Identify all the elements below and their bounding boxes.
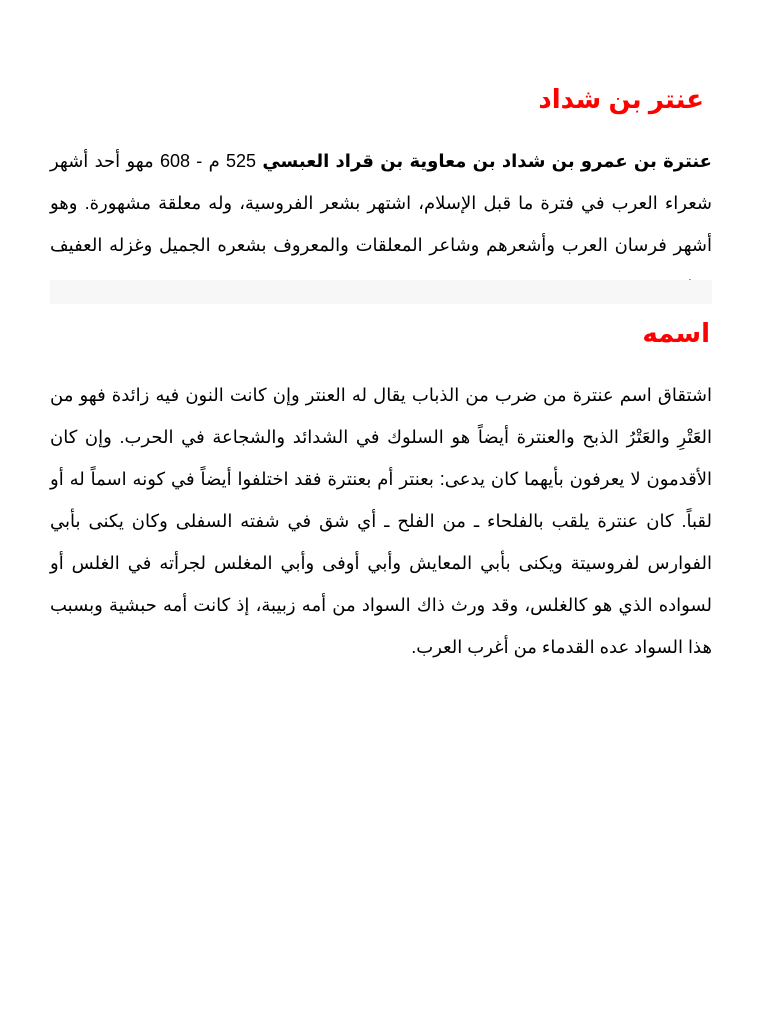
section-divider [50,280,712,304]
intro-lead-name: عنترة بن عمرو بن شداد بن معاوية بن قراد العبسي [262,151,712,171]
intro-text: 525 م - 608 مهو أحد أشهر شعراء العرب في فترة ما قبل الإسلام، اشتهر بشعر الفروسية، وله معلقة مشهورة. وهو أشهر فرسان العرب وأشعرهم وشاعر المعلقات والمعروف بشعره الجميل وغزله العفيف [50,151,712,255]
article-title: عنتر بن شداد [538,84,704,114]
section-name-heading: اسمه [642,318,710,348]
section-name-paragraph: اشتقاق اسم عنترة من ضرب من الذباب يقال له العنتر وإن كانت النون فيه زائدة فهو من العَتْرِ والعَتْرُ الذبح والعنترة أيضاً هو السلوك في الشدائد والشجاعة في الحرب. وإن كان الأقدمون لا يعرفون بأيهما كان يدعى: بعنتر أم بعنترة فقد اختلفوا أيضاً في كونه اسماً له أو لقباً. كان عنترة يلقب بالفلحاء ـ من الفلح ـ أي شق في شفته السفلى وكان يكنى بأبي الفوارس لفروسيتة ويكنى بأبي المعايش وأبي أوفى وأبي المغلس لجرأته في الغلس أو لسواده الذي هو كالغلس، وقد ورث ذاك السواد من أمه زبيبة، إذ كانت أمه حبشية وبسبب هذا السواد عده القدماء من أغرب العرب. [50,385,712,657]
